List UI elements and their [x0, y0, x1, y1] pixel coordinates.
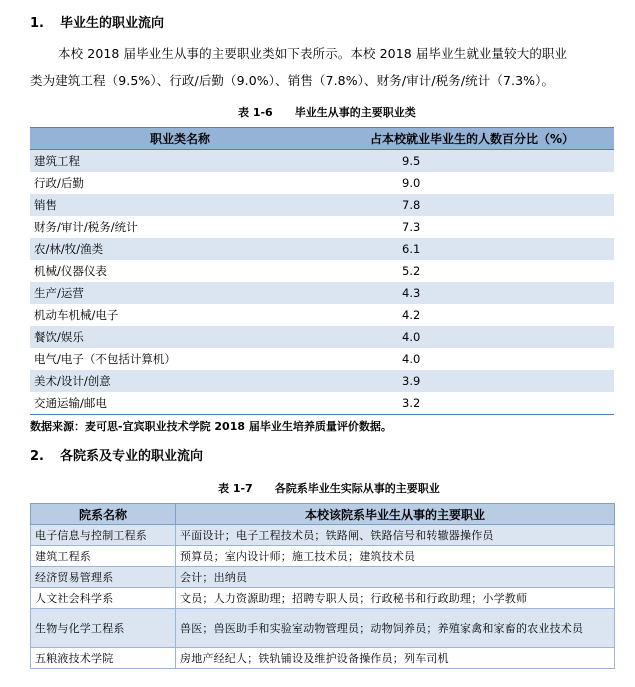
occupation-percentage: 3.9 [330, 370, 614, 392]
occupation-percentage: 9.0 [330, 172, 614, 194]
section-1-number: 1. [30, 16, 44, 31]
table-row [31, 648, 615, 669]
table-2-number: 表 1-7 [218, 482, 253, 495]
department-name: 五粮液技术学院 [31, 648, 176, 669]
table-row [30, 326, 614, 348]
section-1-heading [30, 12, 164, 31]
table-row [30, 370, 614, 392]
occupation-name: 农/林/牧/渔类 [30, 238, 330, 260]
section-2-title: 各院系及专业的职业流向 [60, 449, 204, 464]
department-name: 生物与化学工程系 [31, 609, 176, 648]
occupation-name: 交通运输/邮电 [30, 392, 330, 415]
section-2-number: 2. [30, 449, 44, 464]
occupation-percentage: 3.2 [330, 392, 614, 415]
occupation-percentage: 6.1 [330, 238, 614, 260]
table-row [30, 194, 614, 216]
department-occupations: 兽医；兽医助手和实验室动物管理员；动物饲养员；养殖家禽和家畜的农业技术员 [176, 609, 615, 648]
section-1-title: 毕业生的职业流向 [60, 16, 165, 31]
table-row [31, 525, 615, 546]
header-occupation-name: 职业类名称 [30, 128, 330, 150]
header-department-name: 院系名称 [31, 504, 176, 525]
occupation-name: 机械/仪器仪表 [30, 260, 330, 282]
table-row [30, 282, 614, 304]
header-main-occupations: 本校该院系毕业生从事的主要职业 [176, 504, 615, 525]
intro-paragraph [30, 40, 630, 94]
table-2-title: 各院系毕业生实际从事的主要职业 [274, 482, 440, 495]
occupation-percentage: 4.0 [330, 326, 614, 348]
occupation-name: 餐饮/娱乐 [30, 326, 330, 348]
department-occupations: 会计；出纳员 [176, 567, 615, 588]
paragraph-line-1: 本校 2018 届毕业生从事的主要职业类如下表所示。本校 2018 届毕业生就业量较大的职业 [58, 46, 568, 61]
table-row [31, 567, 615, 588]
occupation-name: 机动车机械/电子 [30, 304, 330, 326]
paragraph-line-2: 类为建筑工程（9.5%）、行政/后勤（9.0%）、销售（7.8%）、财务/审计/税务/统计（7.3%）。 [30, 73, 555, 88]
table-row [31, 546, 615, 567]
section-2-heading [30, 445, 203, 464]
department-occupations: 文员；人力资源助理；招聘专职人员；行政秘书和行政助理；小学教师 [176, 588, 615, 609]
occupation-percentage: 4.3 [330, 282, 614, 304]
table-1-caption [238, 104, 416, 120]
department-occupations: 预算员；室内设计师；施工技术员；建筑技术员 [176, 546, 615, 567]
occupation-name: 生产/运营 [30, 282, 330, 304]
occupation-table [30, 127, 614, 415]
occupation-percentage: 7.3 [330, 216, 614, 238]
table-row [30, 260, 614, 282]
table-row [30, 150, 614, 173]
occupation-percentage: 9.5 [330, 150, 614, 173]
occupation-name: 建筑工程 [30, 150, 330, 173]
table-row [30, 348, 614, 370]
header-percentage: 占本校就业毕业生的人数百分比（%） [330, 128, 614, 150]
department-occupations: 平面设计；电子工程技术员；铁路闸、铁路信号和转辙器操作员 [176, 525, 615, 546]
table-row [30, 238, 614, 260]
data-source-note: 数据来源：麦可思-宜宾职业技术学院 2018 届毕业生培养质量评价数据。 [30, 420, 392, 433]
department-name: 经济贸易管理系 [31, 567, 176, 588]
occupation-name: 财务/审计/税务/统计 [30, 216, 330, 238]
occupation-percentage: 4.2 [330, 304, 614, 326]
table-row [31, 609, 615, 648]
table-row [30, 304, 614, 326]
table-1-number: 表 1-6 [238, 106, 273, 119]
occupation-percentage: 7.8 [330, 194, 614, 216]
table-row [31, 588, 615, 609]
occupation-percentage: 5.2 [330, 260, 614, 282]
occupation-name: 美术/设计/创意 [30, 370, 330, 392]
table-1-title: 毕业生从事的主要职业类 [294, 106, 416, 119]
occupation-name: 行政/后勤 [30, 172, 330, 194]
department-name: 建筑工程系 [31, 546, 176, 567]
table-header-row [31, 504, 615, 525]
occupation-percentage: 4.0 [330, 348, 614, 370]
occupation-name: 销售 [30, 194, 330, 216]
table-row [30, 392, 614, 415]
table-row [30, 172, 614, 194]
table-2-caption [218, 480, 440, 496]
table-row [30, 216, 614, 238]
department-occupations: 房地产经纪人；铁轨铺设及维护设备操作员；列车司机 [176, 648, 615, 669]
occupation-name: 电气/电子（不包括计算机） [30, 348, 330, 370]
department-occupation-table [30, 503, 615, 669]
department-name: 电子信息与控制工程系 [31, 525, 176, 546]
table-header-row [30, 128, 614, 150]
department-name: 人文社会科学系 [31, 588, 176, 609]
